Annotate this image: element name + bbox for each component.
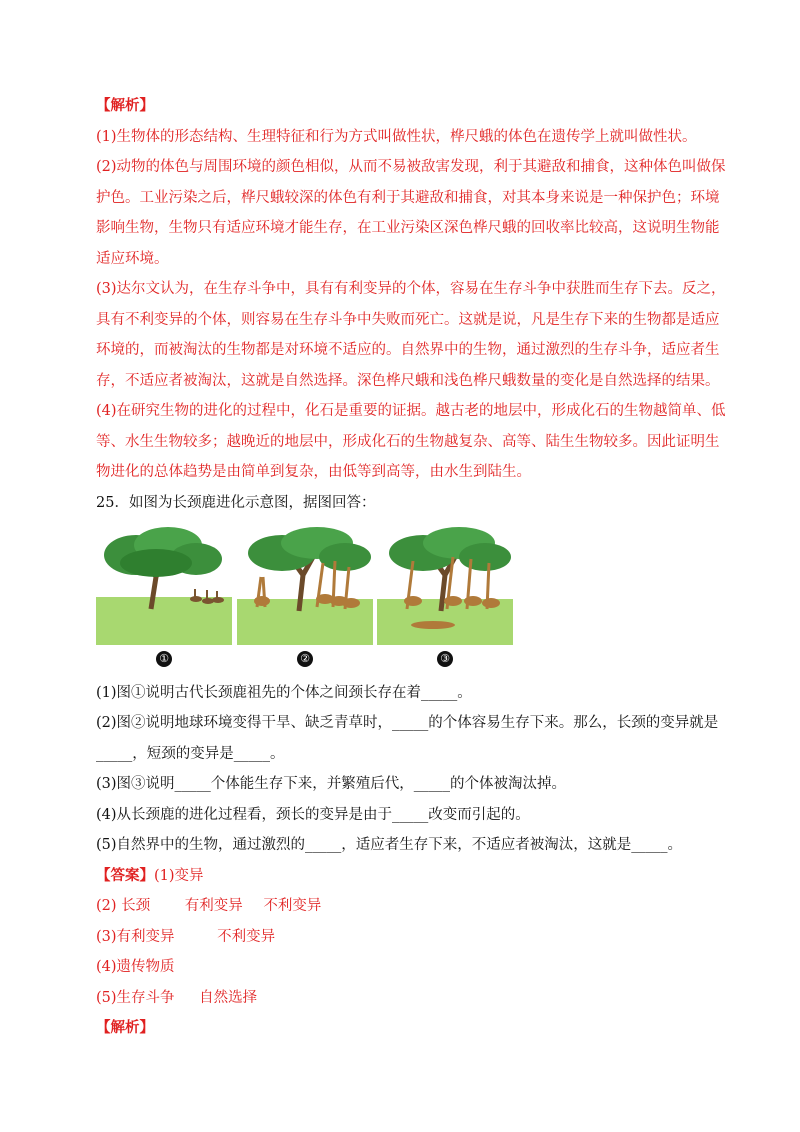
- analysis-heading-2: 【解析】: [96, 1019, 154, 1036]
- question-title: 25．如图为长颈鹿进化示意图，据图回答：: [96, 495, 376, 511]
- figure-panel-3: [377, 527, 513, 645]
- answer-row: [96, 927, 275, 947]
- answer-row: [96, 896, 321, 916]
- question-item: _____，短颈的变异是_____。: [96, 746, 285, 762]
- question-item: (2)图②说明地球环境变得干旱、缺乏青草时，_____的个体容易生存下来。那么，长颈的变异就是: [96, 715, 719, 731]
- analysis-line: (1)生物体的形态结构、生理特征和行为方式叫做性状，桦尺蛾的体色在遗传学上就叫做性状。: [96, 129, 697, 145]
- analysis-line: (3)达尔文认为，在生存斗争中，具有有利变异的个体，容易在生存斗争中获胜而生存下去。反之，: [96, 281, 726, 297]
- question-item: (3)图③说明_____个体能生存下来，并繁殖后代，_____的个体被淘汰掉。: [96, 776, 567, 792]
- answer-row: [96, 866, 204, 886]
- answer-value: (4)遗传物质: [96, 959, 175, 975]
- answer-heading: 【答案】: [96, 867, 154, 884]
- analysis-line: (2)动物的体色与周围环境的颜色相似，从而不易被敌害发现，利于其避敌和捕食，这种体色叫做保: [96, 159, 726, 175]
- answer-value: (1)变异: [154, 868, 204, 884]
- question-item: (1)图①说明古代长颈鹿祖先的个体之间颈长存在着_____。: [96, 685, 472, 701]
- analysis-line: 适应环境。: [96, 251, 169, 267]
- answer-value: (2) 长颈: [96, 898, 151, 914]
- figure-label-1: ①: [154, 650, 174, 670]
- analysis-line: 物进化的总体趋势是由简单到复杂，由低等到高等，由水生到陆生。: [96, 464, 531, 480]
- figure-panel-2: [237, 527, 373, 645]
- analysis-line: 护色。工业污染之后，桦尺蛾较深的体色有利于其避敌和捕食，对其本身来说是一种保护色；环境: [96, 190, 720, 206]
- figure-label-2: ②: [295, 650, 315, 670]
- answer-value: 自然选择: [199, 990, 258, 1006]
- analysis-line: 等、水生生物较多；越晚近的地层中，形成化石的生物越复杂、高等、陆生生物较多。因此证明生: [96, 434, 720, 450]
- answer-row: [96, 957, 175, 977]
- figure-panel-1: [96, 527, 232, 645]
- figure-label-3: ③: [435, 650, 455, 670]
- answer-value: (5)生存斗争: [96, 990, 175, 1006]
- answer-value: 不利变异: [263, 898, 322, 914]
- answer-value: (3)有利变异: [96, 929, 175, 945]
- question-item: (5)自然界中的生物，通过激烈的_____，适应者生存下来，不适应者被淘汰，这就是_____。: [96, 837, 683, 853]
- question-item: (4)从长颈鹿的进化过程看，颈长的变异是由于_____改变而引起的。: [96, 807, 530, 823]
- analysis-line: 存，不适应者被淘汰，这就是自然选择。深色桦尺蛾和浅色桦尺蛾数量的变化是自然选择的结果。: [96, 373, 720, 389]
- analysis-line: 影响生物，生物只有适应环境才能生存，在工业污染区深色桦尺蛾的回收率比较高，这说明生物能: [96, 220, 720, 236]
- answer-value: 有利变异: [184, 898, 243, 914]
- answer-value: 不利变异: [217, 929, 276, 945]
- analysis-line: 具有不利变异的个体，则容易在生存斗争中失败而死亡。这就是说，凡是生存下来的生物都是适应: [96, 312, 720, 328]
- analysis-line: (4)在研究生物的进化的过程中，化石是重要的证据。越古老的地层中，形成化石的生物越简单、低: [96, 403, 726, 419]
- analysis-heading: 【解析】: [96, 97, 154, 114]
- answer-row: [96, 988, 257, 1008]
- analysis-line: 环境的，而被淘汰的生物都是对环境不适应的。自然界中的生物，通过激烈的生存斗争，适应者生: [96, 342, 720, 358]
